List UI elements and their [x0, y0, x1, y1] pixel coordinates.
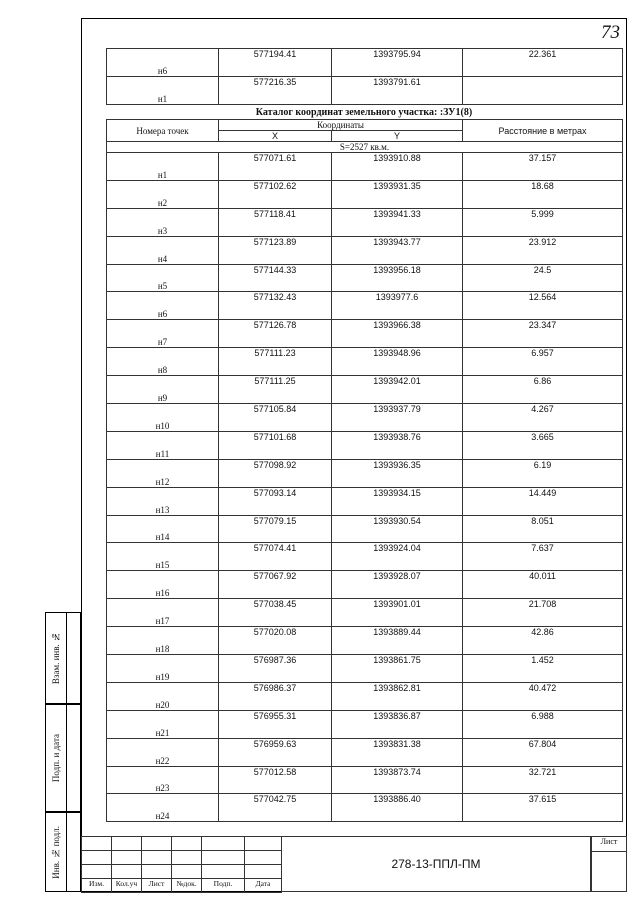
- table-row: [107, 515, 623, 543]
- table-row: [107, 264, 623, 292]
- point-cell: н9: [107, 376, 219, 404]
- point-cell: н12: [107, 459, 219, 487]
- distance-cell: 7.637: [463, 543, 623, 571]
- table-row: [107, 320, 623, 348]
- continuation-table: [106, 48, 623, 105]
- y-cell: 1393924.04: [332, 543, 463, 571]
- distance-cell: 14.449: [463, 487, 623, 515]
- table-row: [107, 431, 623, 459]
- table-row: [107, 153, 623, 181]
- table-row: [107, 236, 623, 264]
- table-row: [107, 49, 623, 77]
- x-cell: 577216.35: [219, 77, 332, 105]
- table-row: [107, 599, 623, 627]
- x-cell: 577102.62: [219, 180, 332, 208]
- point-cell: н6: [107, 292, 219, 320]
- point-cell: н18: [107, 627, 219, 655]
- distance-cell: 1.452: [463, 655, 623, 683]
- x-cell: 577074.41: [219, 543, 332, 571]
- table-row: [107, 77, 623, 105]
- y-cell: 1393831.38: [332, 738, 463, 766]
- distance-cell: 6.19: [463, 459, 623, 487]
- table-row: [107, 180, 623, 208]
- y-cell: 1393873.74: [332, 766, 463, 794]
- stamp-col-label: Подп.: [202, 879, 245, 893]
- x-cell: 577071.61: [219, 153, 332, 181]
- point-cell: н7: [107, 320, 219, 348]
- distance-cell: 23.912: [463, 236, 623, 264]
- y-cell: 1393931.35: [332, 180, 463, 208]
- distance-cell: 40.011: [463, 571, 623, 599]
- table-row: [107, 627, 623, 655]
- stamp-col-label: №док.: [172, 879, 202, 893]
- y-cell: 1393930.54: [332, 515, 463, 543]
- x-cell: 577038.45: [219, 599, 332, 627]
- point-cell: н8: [107, 348, 219, 376]
- catalog-title: Каталог координат земельного участка: :ЗУ1(8): [255, 107, 473, 118]
- y-cell: 1393966.38: [332, 320, 463, 348]
- distance-cell: 18.68: [463, 180, 623, 208]
- stamp-col-label: Лист: [142, 879, 172, 893]
- stamp-sheet-box: [591, 836, 627, 892]
- table-row: [107, 571, 623, 599]
- table-row: [107, 710, 623, 738]
- sheet-label: Лист: [592, 837, 626, 852]
- table-row: [107, 292, 623, 320]
- table-row: [107, 682, 623, 710]
- distance-cell: 8.051: [463, 515, 623, 543]
- side-podp-box: [45, 704, 81, 812]
- stamp-col-label: Кол.уч: [112, 879, 142, 893]
- y-cell: 1393977.6: [332, 292, 463, 320]
- x-cell: 577105.84: [219, 404, 332, 432]
- y-cell: 1393791.61: [332, 77, 463, 105]
- stamp-code-box: [281, 836, 591, 892]
- table-row: [107, 208, 623, 236]
- table-row: [107, 487, 623, 515]
- x-cell: 577111.25: [219, 376, 332, 404]
- y-cell: 1393928.07: [332, 571, 463, 599]
- side-inv-box: [45, 812, 81, 892]
- table-row: [107, 794, 623, 822]
- point-cell: н3: [107, 208, 219, 236]
- point-cell: н24: [107, 794, 219, 822]
- point-cell: н20: [107, 682, 219, 710]
- distance-cell: 21.708: [463, 599, 623, 627]
- distance-cell: 42.86: [463, 627, 623, 655]
- point-cell: н21: [107, 710, 219, 738]
- distance-cell: 22.361: [463, 49, 623, 77]
- header-x: X: [219, 131, 332, 142]
- page-number: 73: [601, 22, 620, 43]
- y-cell: 1393941.33: [332, 208, 463, 236]
- side-vzam-box: [45, 612, 81, 704]
- header-y: Y: [332, 131, 463, 142]
- x-cell: 577012.58: [219, 766, 332, 794]
- y-cell: 1393948.96: [332, 348, 463, 376]
- point-cell: н14: [107, 515, 219, 543]
- x-cell: 576959.63: [219, 738, 332, 766]
- point-cell: н16: [107, 571, 219, 599]
- y-cell: 1393889.44: [332, 627, 463, 655]
- table-row: [107, 738, 623, 766]
- x-cell: 577144.33: [219, 264, 332, 292]
- y-cell: 1393936.35: [332, 459, 463, 487]
- table-row: [107, 655, 623, 683]
- distance-cell: [463, 77, 623, 105]
- y-cell: 1393901.01: [332, 599, 463, 627]
- point-cell: н22: [107, 738, 219, 766]
- point-cell: н23: [107, 766, 219, 794]
- y-cell: 1393886.40: [332, 794, 463, 822]
- x-cell: 576987.36: [219, 655, 332, 683]
- area-row: S=2527 кв.м.: [107, 142, 623, 153]
- x-cell: 577123.89: [219, 236, 332, 264]
- y-cell: 1393956.18: [332, 264, 463, 292]
- point-cell: н10: [107, 404, 219, 432]
- y-cell: 1393938.76: [332, 431, 463, 459]
- point-cell: н4: [107, 236, 219, 264]
- point-cell: н13: [107, 487, 219, 515]
- point-cell: н15: [107, 543, 219, 571]
- x-cell: 577194.41: [219, 49, 332, 77]
- catalog-table: [106, 119, 623, 822]
- side-inv-label: Инв. № подл.: [51, 825, 61, 879]
- table-row: [107, 459, 623, 487]
- y-cell: 1393910.88: [332, 153, 463, 181]
- x-cell: 576955.31: [219, 710, 332, 738]
- table-row: [107, 348, 623, 376]
- y-cell: 1393943.77: [332, 236, 463, 264]
- point-cell: н17: [107, 599, 219, 627]
- stamp-grid: [81, 836, 282, 893]
- x-cell: 576986.37: [219, 682, 332, 710]
- x-cell: 577067.92: [219, 571, 332, 599]
- point-cell: н19: [107, 655, 219, 683]
- y-cell: 1393862.81: [332, 682, 463, 710]
- distance-cell: 37.157: [463, 153, 623, 181]
- point-cell: н11: [107, 431, 219, 459]
- distance-cell: 24.5: [463, 264, 623, 292]
- point-cell: н1: [107, 77, 219, 105]
- distance-cell: 32.721: [463, 766, 623, 794]
- distance-cell: 23.347: [463, 320, 623, 348]
- distance-cell: 4.267: [463, 404, 623, 432]
- x-cell: 577020.08: [219, 627, 332, 655]
- distance-cell: 67.804: [463, 738, 623, 766]
- y-cell: 1393937.79: [332, 404, 463, 432]
- header-coords: Координаты: [219, 120, 463, 131]
- table-row: [107, 766, 623, 794]
- x-cell: 577042.75: [219, 794, 332, 822]
- document-code: 278-13-ППЛ-ПМ: [391, 857, 481, 871]
- distance-cell: 37.615: [463, 794, 623, 822]
- point-cell: н2: [107, 180, 219, 208]
- x-cell: 577111.23: [219, 348, 332, 376]
- stamp-col-label: Изм.: [82, 879, 112, 893]
- x-cell: 577101.68: [219, 431, 332, 459]
- distance-cell: 12.564: [463, 292, 623, 320]
- x-cell: 577079.15: [219, 515, 332, 543]
- table-row: [107, 376, 623, 404]
- title-block: [81, 836, 627, 892]
- distance-cell: 6.957: [463, 348, 623, 376]
- header-points: Номера точек: [107, 120, 219, 142]
- x-cell: 577093.14: [219, 487, 332, 515]
- x-cell: 577098.92: [219, 459, 332, 487]
- point-cell: н6: [107, 49, 219, 77]
- y-cell: 1393942.01: [332, 376, 463, 404]
- point-cell: н5: [107, 264, 219, 292]
- y-cell: 1393836.87: [332, 710, 463, 738]
- distance-cell: 5.999: [463, 208, 623, 236]
- x-cell: 577118.41: [219, 208, 332, 236]
- table-row: [107, 543, 623, 571]
- point-cell: н1: [107, 153, 219, 181]
- y-cell: 1393861.75: [332, 655, 463, 683]
- side-vzam-label: Взам. инв. №: [51, 631, 61, 685]
- stamp-col-label: Дата: [245, 879, 282, 893]
- distance-cell: 40.472: [463, 682, 623, 710]
- table-row: [107, 404, 623, 432]
- header-distance: Расстояние в метрах: [463, 120, 623, 142]
- distance-cell: 3.665: [463, 431, 623, 459]
- y-cell: 1393795.94: [332, 49, 463, 77]
- distance-cell: 6.86: [463, 376, 623, 404]
- x-cell: 577126.78: [219, 320, 332, 348]
- distance-cell: 6.988: [463, 710, 623, 738]
- y-cell: 1393934.15: [332, 487, 463, 515]
- x-cell: 577132.43: [219, 292, 332, 320]
- side-podp-label: Подп. и дата: [51, 733, 61, 783]
